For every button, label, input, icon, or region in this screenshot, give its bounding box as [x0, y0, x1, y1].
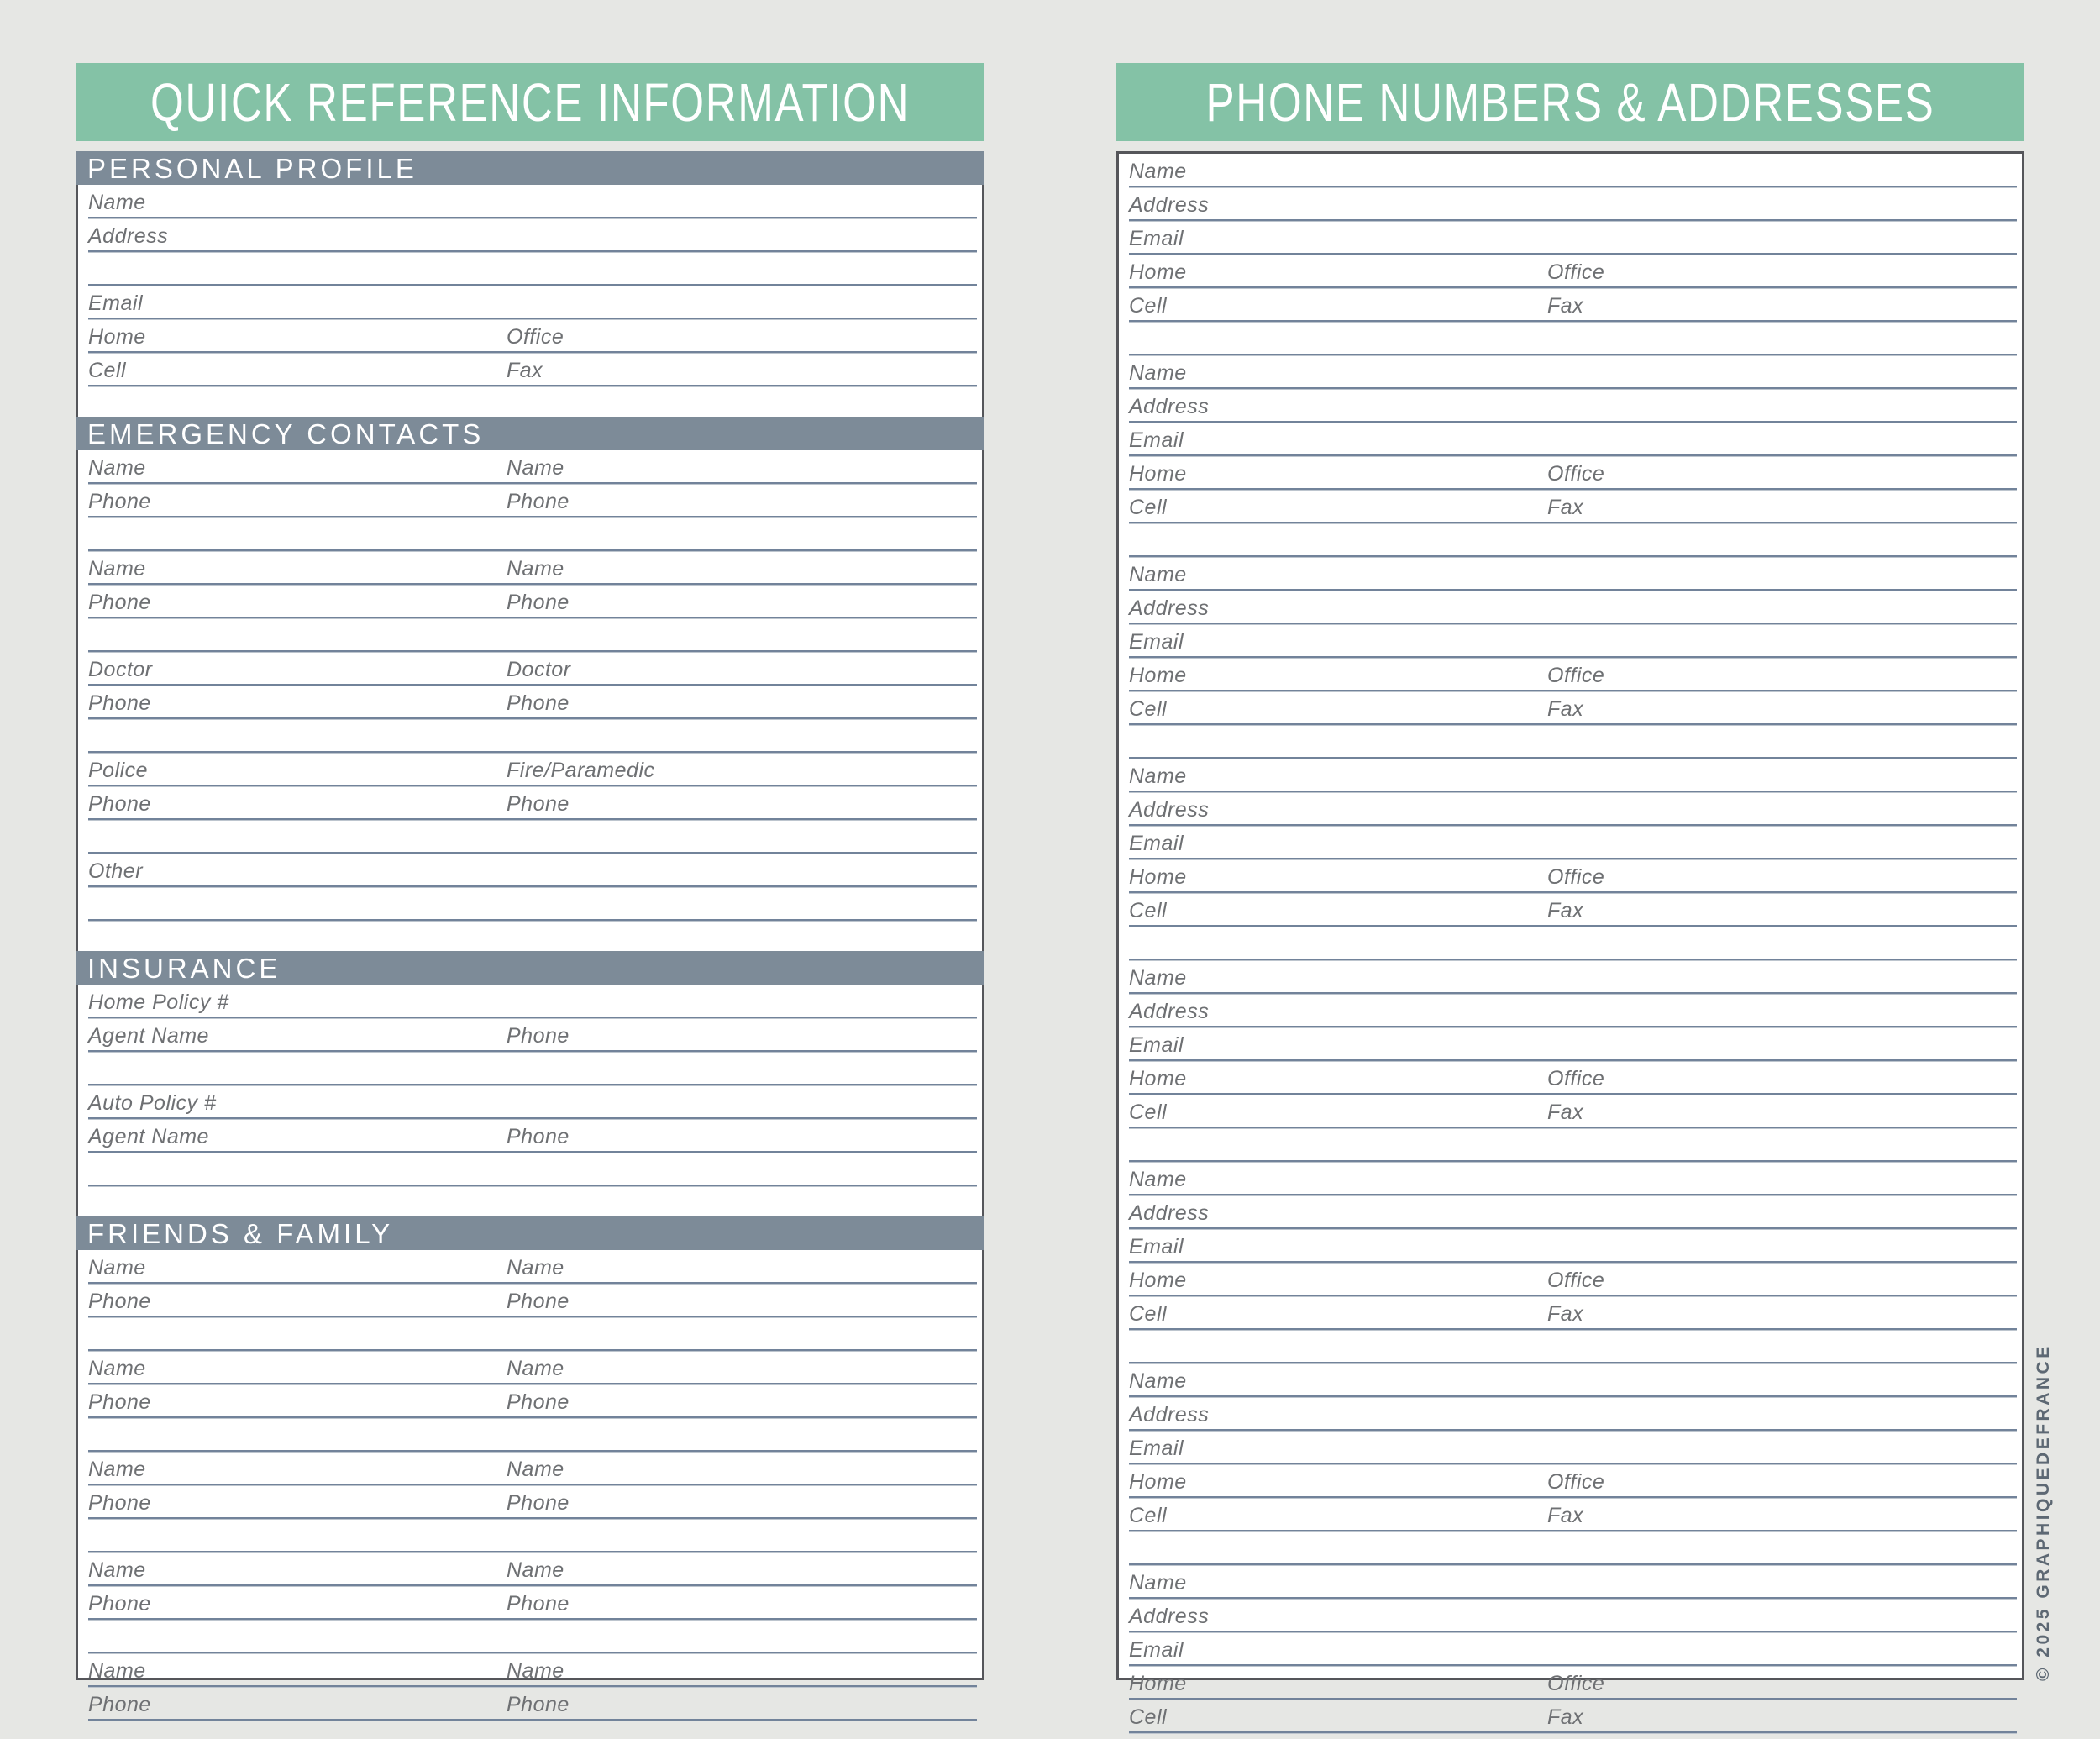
form-row	[1129, 1632, 2017, 1666]
field-label: Name	[507, 1458, 564, 1481]
form-row	[1129, 1363, 2017, 1397]
address-blocks	[1119, 154, 2022, 1733]
field-label: Address	[1129, 1605, 1210, 1628]
field-label: Email	[1129, 428, 1184, 452]
form-row	[1129, 1565, 2017, 1599]
field-label: Name	[1129, 1168, 1187, 1191]
form-row	[1129, 759, 2017, 792]
field-label: Name	[507, 456, 564, 480]
field-label: Office	[1547, 1672, 1605, 1695]
form-row	[1129, 423, 2017, 456]
form-row	[88, 218, 977, 252]
section-spacer	[78, 921, 982, 951]
field-label: Address	[1129, 193, 1210, 217]
form-row	[1129, 1195, 2017, 1229]
form-row	[88, 252, 977, 286]
field-label: Name	[88, 1458, 146, 1481]
form-row	[1129, 1498, 2017, 1531]
field-label: Fire/Paramedic	[507, 759, 655, 782]
form-row	[88, 585, 977, 618]
form-row	[1129, 1464, 2017, 1498]
form-row	[1129, 187, 2017, 221]
field-label: Fax	[1547, 697, 1584, 721]
field-label: Name	[1129, 966, 1187, 990]
field-label: Home	[1129, 1470, 1187, 1494]
form-row	[1129, 725, 2017, 759]
form-row	[1129, 1296, 2017, 1330]
field-label: Home	[1129, 260, 1187, 284]
form-row	[88, 719, 977, 753]
field-label: Fax	[1547, 1101, 1584, 1124]
field-label: Fax	[1547, 1302, 1584, 1326]
form-row	[88, 652, 977, 686]
field-label: Name	[1129, 1369, 1187, 1393]
field-label: Home	[88, 325, 146, 349]
field-label: Phone	[507, 1491, 570, 1515]
form-row	[1129, 1061, 2017, 1095]
field-label: Email	[88, 292, 144, 315]
field-label: Cell	[1129, 697, 1168, 721]
field-label: Phone	[88, 1390, 151, 1414]
form-row	[1129, 658, 2017, 691]
form-row	[88, 1687, 977, 1721]
field-label: Name	[1129, 361, 1187, 385]
form-row	[1129, 1599, 2017, 1632]
form-row	[1129, 1162, 2017, 1195]
form-row	[1129, 255, 2017, 288]
field-label: Fax	[1547, 1504, 1584, 1527]
form-row	[1129, 456, 2017, 490]
form-row	[88, 820, 977, 854]
field-label: Name	[507, 1357, 564, 1380]
field-label: Address	[1129, 1000, 1210, 1023]
friends-family-rows	[88, 1250, 977, 1721]
field-label: Phone	[88, 490, 151, 513]
phone-addresses-card	[1116, 151, 2024, 1729]
form-row	[88, 1153, 977, 1186]
section-heading-insurance: INSURANCE	[76, 951, 984, 985]
form-row	[1129, 389, 2017, 423]
field-label: Name	[88, 1256, 146, 1279]
quick-reference-card	[76, 151, 984, 1716]
form-row	[1129, 1229, 2017, 1263]
field-label: Agent Name	[88, 1024, 209, 1048]
field-label: Fax	[507, 359, 543, 382]
address-block	[1129, 1565, 2017, 1733]
copyright-vertical-text: © 2025 GRAPHIQUEDEFRANCE	[2034, 1343, 2053, 1681]
field-label: Home	[1129, 1067, 1187, 1090]
emergency-contacts-rows	[88, 450, 977, 921]
field-label: Home	[1129, 664, 1187, 687]
field-label: Office	[1547, 462, 1605, 486]
form-row	[1129, 792, 2017, 826]
form-row	[88, 985, 977, 1018]
field-label: Email	[1129, 227, 1184, 250]
field-label: Email	[1129, 1638, 1184, 1662]
form-row	[88, 517, 977, 551]
right-page-header	[1116, 63, 2024, 141]
field-label: Cell	[1129, 1705, 1168, 1729]
form-row	[88, 551, 977, 585]
field-label: Office	[1547, 260, 1605, 284]
section-heading-personal-profile: PERSONAL PROFILE	[76, 151, 984, 185]
field-label: Email	[1129, 1033, 1184, 1057]
form-row	[1129, 1128, 2017, 1162]
field-label: Phone	[88, 591, 151, 614]
form-row	[1129, 994, 2017, 1027]
field-label: Phone	[507, 691, 570, 715]
form-row	[1129, 1330, 2017, 1363]
field-label: Agent Name	[88, 1125, 209, 1148]
field-label: Doctor	[507, 658, 571, 681]
address-block	[1129, 1363, 2017, 1565]
form-row	[1129, 1666, 2017, 1700]
field-label: Office	[1547, 1067, 1605, 1090]
form-row	[1129, 1431, 2017, 1464]
field-label: Name	[88, 456, 146, 480]
field-label: Cell	[1129, 1101, 1168, 1124]
form-row	[1129, 322, 2017, 355]
form-row	[88, 1552, 977, 1586]
field-label: Cell	[1129, 496, 1168, 519]
field-label: Name	[1129, 764, 1187, 788]
form-row	[88, 1250, 977, 1284]
form-row	[88, 1052, 977, 1085]
field-label: Office	[1547, 865, 1605, 889]
field-label: Office	[1547, 1269, 1605, 1292]
right-page-title: PHONE NUMBERS & ADDRESSES	[1205, 71, 1935, 133]
form-row	[1129, 859, 2017, 893]
form-row	[1129, 826, 2017, 859]
field-label: Name	[1129, 1571, 1187, 1595]
form-row	[88, 1586, 977, 1620]
form-row	[1129, 927, 2017, 960]
field-label: Phone	[88, 1290, 151, 1313]
field-label: Phone	[507, 1693, 570, 1716]
address-block	[1129, 1162, 2017, 1363]
field-label: Other	[88, 859, 144, 883]
field-label: Phone	[507, 1390, 570, 1414]
field-label: Name	[88, 1357, 146, 1380]
form-row	[88, 1351, 977, 1384]
form-row	[1129, 1531, 2017, 1565]
form-row	[88, 484, 977, 517]
field-label: Email	[1129, 1235, 1184, 1258]
field-label: Name	[507, 557, 564, 581]
form-row	[88, 353, 977, 386]
form-row	[1129, 691, 2017, 725]
address-block	[1129, 557, 2017, 759]
field-label: Phone	[507, 792, 570, 816]
left-page-header	[76, 63, 984, 141]
field-label: Name	[1129, 160, 1187, 183]
field-label: Doctor	[88, 658, 153, 681]
field-label: Name	[88, 1558, 146, 1582]
field-label: Phone	[507, 1125, 570, 1148]
form-row	[1129, 1027, 2017, 1061]
field-label: Cell	[88, 359, 127, 382]
form-row	[1129, 893, 2017, 927]
field-label: Phone	[507, 1024, 570, 1048]
form-row	[1129, 1095, 2017, 1128]
field-label: Name	[507, 1659, 564, 1683]
field-label: Home	[1129, 462, 1187, 486]
form-row	[1129, 960, 2017, 994]
field-label: Phone	[507, 1290, 570, 1313]
field-label: Phone	[88, 1693, 151, 1716]
form-row	[1129, 591, 2017, 624]
section-spacer	[78, 386, 982, 417]
field-label: Fax	[1547, 899, 1584, 922]
field-label: Email	[1129, 1437, 1184, 1460]
form-row	[88, 1620, 977, 1653]
field-label: Address	[1129, 798, 1210, 822]
form-row	[88, 319, 977, 353]
field-label: Name	[88, 1659, 146, 1683]
form-row	[88, 1018, 977, 1052]
address-block	[1129, 759, 2017, 960]
form-row	[88, 753, 977, 786]
field-label: Address	[1129, 395, 1210, 418]
form-row	[88, 1119, 977, 1153]
field-label: Name	[507, 1256, 564, 1279]
field-label: Fax	[1547, 1705, 1584, 1729]
section-heading-emergency-contacts: EMERGENCY CONTACTS	[76, 417, 984, 450]
left-page-title: QUICK REFERENCE INFORMATION	[150, 71, 911, 133]
field-label: Email	[1129, 832, 1184, 855]
field-label: Office	[1547, 664, 1605, 687]
field-label: Name	[88, 557, 146, 581]
form-row	[88, 185, 977, 218]
field-label: Phone	[507, 1592, 570, 1616]
field-label: Address	[1129, 1201, 1210, 1225]
personal-profile-rows	[88, 185, 977, 386]
field-label: Office	[507, 325, 564, 349]
form-row	[88, 1085, 977, 1119]
form-row	[1129, 557, 2017, 591]
field-label: Address	[1129, 1403, 1210, 1426]
field-label: Fax	[1547, 496, 1584, 519]
form-row	[88, 887, 977, 921]
form-row	[1129, 624, 2017, 658]
field-label: Home	[1129, 865, 1187, 889]
field-label: Home	[1129, 1269, 1187, 1292]
form-row	[88, 786, 977, 820]
field-label: Address	[88, 224, 169, 248]
field-label: Email	[1129, 630, 1184, 654]
field-label: Home	[1129, 1672, 1187, 1695]
section-heading-friends-family: FRIENDS & FAMILY	[76, 1216, 984, 1250]
form-row	[1129, 1263, 2017, 1296]
form-row	[1129, 523, 2017, 557]
form-row	[88, 686, 977, 719]
form-row	[88, 1384, 977, 1418]
field-label: Police	[88, 759, 149, 782]
form-row	[1129, 490, 2017, 523]
form-row	[88, 286, 977, 319]
form-row	[1129, 288, 2017, 322]
form-row	[88, 1317, 977, 1351]
form-row	[88, 1519, 977, 1552]
form-row	[88, 1452, 977, 1485]
form-row	[88, 1418, 977, 1452]
field-label: Phone	[507, 490, 570, 513]
field-label: Phone	[88, 691, 151, 715]
address-block	[1129, 960, 2017, 1162]
field-label: Name	[88, 191, 146, 214]
form-row	[1129, 1700, 2017, 1733]
section-spacer	[78, 1186, 982, 1216]
form-row	[1129, 355, 2017, 389]
field-label: Cell	[1129, 1302, 1168, 1326]
form-row	[88, 1485, 977, 1519]
address-block	[1129, 355, 2017, 557]
form-row	[88, 618, 977, 652]
form-row	[1129, 154, 2017, 187]
field-label: Auto Policy #	[88, 1091, 217, 1115]
field-label: Phone	[88, 1592, 151, 1616]
form-row	[1129, 1397, 2017, 1431]
field-label: Fax	[1547, 294, 1584, 318]
field-label: Cell	[1129, 294, 1168, 318]
field-label: Phone	[88, 792, 151, 816]
field-label: Office	[1547, 1470, 1605, 1494]
field-label: Cell	[1129, 899, 1168, 922]
form-row	[88, 1284, 977, 1317]
insurance-rows	[88, 985, 977, 1186]
field-label: Name	[507, 1558, 564, 1582]
field-label: Phone	[88, 1491, 151, 1515]
field-label: Home Policy #	[88, 990, 229, 1014]
field-label: Name	[1129, 563, 1187, 586]
form-row	[88, 1653, 977, 1687]
form-row	[88, 854, 977, 887]
form-row	[1129, 221, 2017, 255]
field-label: Cell	[1129, 1504, 1168, 1527]
field-label: Phone	[507, 591, 570, 614]
field-label: Address	[1129, 596, 1210, 620]
address-block	[1129, 154, 2017, 355]
form-row	[88, 450, 977, 484]
